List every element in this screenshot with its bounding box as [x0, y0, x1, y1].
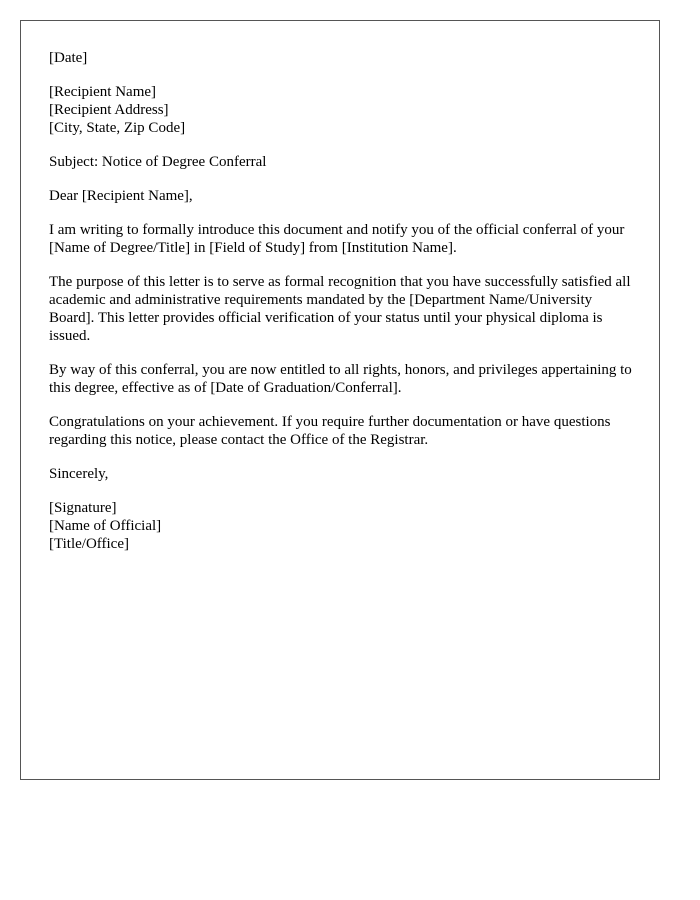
paragraph-purpose: The purpose of this letter is to serve as formal recognition that you have successfully satisfied all academic and administrative requirements mandated by the [Department Name/University Board]. This letter provides official verification of your status until your physical diploma is issued. — [49, 274, 631, 344]
recipient-block — [49, 83, 639, 137]
recipient-city-state-zip: [City, State, Zip Code] — [49, 120, 186, 136]
paragraph-congratulations: Congratulations on your achievement. If you require further documentation or have questions regarding this notice, please contact the Office of the Registrar. — [49, 414, 611, 448]
letter-closing: Sincerely, — [49, 466, 109, 482]
official-name: [Name of Official] — [49, 518, 162, 534]
signature-placeholder: [Signature] — [49, 500, 117, 516]
signature-block — [49, 499, 639, 553]
letter-salutation: Dear [Recipient Name], — [49, 188, 193, 204]
paragraph-introduction: I am writing to formally introduce this document and notify you of the official conferral of your [Name of Degree/Title] in [Field of Study] from [Institution Name]. — [49, 222, 625, 256]
letter-body — [49, 49, 639, 569]
letter-subject: Subject: Notice of Degree Conferral — [49, 154, 267, 170]
letter-date: [Date] — [49, 50, 88, 66]
official-title-office: [Title/Office] — [49, 536, 129, 552]
letter-page — [20, 20, 660, 780]
recipient-address: [Recipient Address] — [49, 102, 169, 118]
recipient-name: [Recipient Name] — [49, 84, 157, 100]
paragraph-entitlement: By way of this conferral, you are now entitled to all rights, honors, and privileges appertaining to this degree, effective as of [Date of Graduation/Conferral]. — [49, 362, 632, 396]
